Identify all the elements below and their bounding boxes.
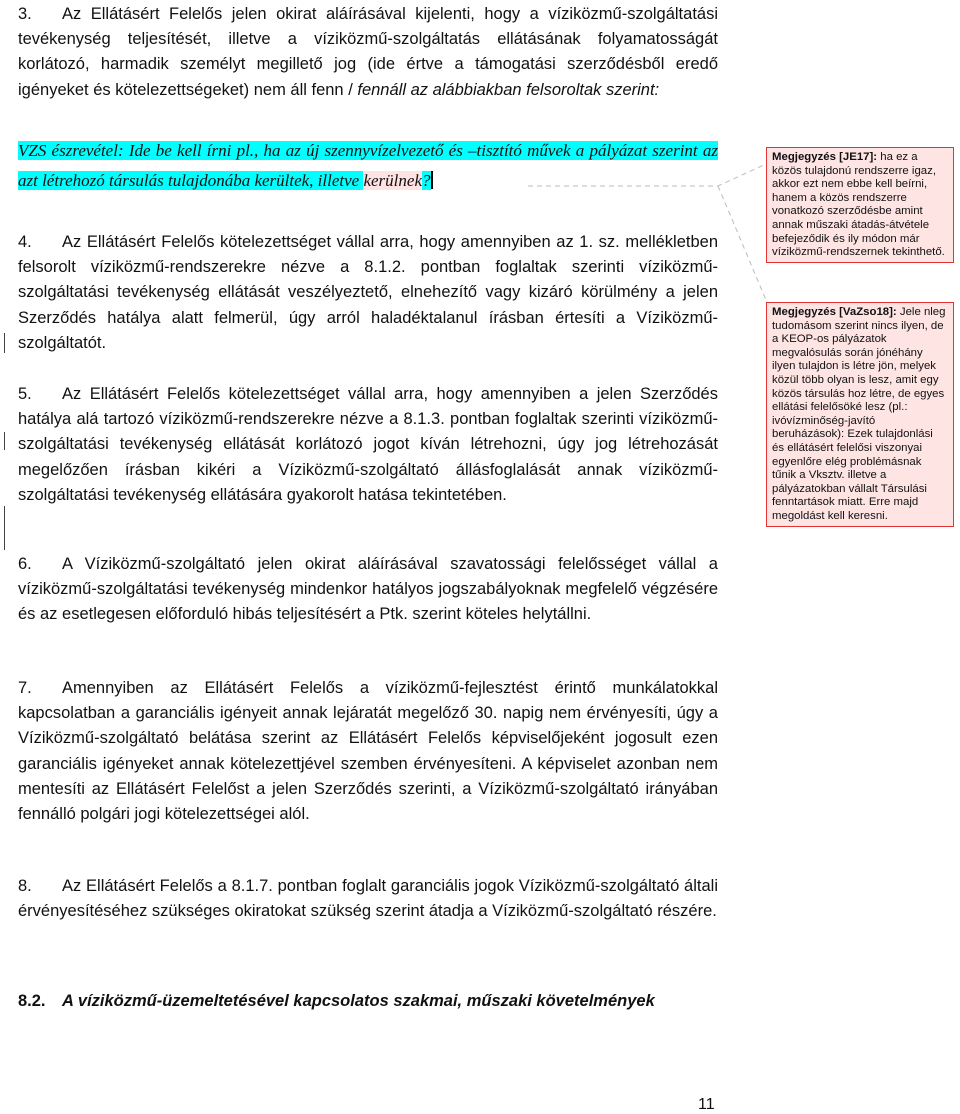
section-number: 8.2. bbox=[18, 992, 46, 1010]
vzs-note-tail: ? bbox=[422, 171, 431, 190]
paragraph-text: A Víziközmű-szolgáltató jelen okirat aláírásával szavatossági felelősséget vállal a víziközmű-szolgáltatási tevékenység mindenkor hatályos jogszabályoknak megfelelő végzésére és az esetlegesen előforduló hibás teljesítésért a Ptk. szerint köteles helytállni. bbox=[18, 555, 718, 624]
paragraph-number: 5. bbox=[18, 385, 32, 403]
paragraph-text: Az Ellátásért Felelős kötelezettséget vállal arra, hogy amennyiben az 1. sz. mellékletben felsorolt víziközmű-rendszerekre nézve a 8.1.2. pontban foglaltak szerinti víziközmű-szolgáltatási tevékenység ellátását veszélyeztető, elnehezítő vagy kizáró körülmény a jelen Szerződés hatálya alatt felmerül, úgy arról haladéktalanul írásban értesíti a Víziközmű-szolgáltatót. bbox=[18, 233, 718, 352]
paragraph-5 bbox=[18, 382, 718, 508]
comment-je17[interactable] bbox=[766, 147, 954, 263]
comment-text: Jele nleg tudomásom szerint nincs ilyen, de a KEOP-os pályázatok megvalósulás során jónéhány ilyen tulajdon is létre jön, melyek közül több olyan is lesz, amit egy közös társulás hoz létre, de egyes ellátási felelősöké lesz (pl.: ivóvízminőség-javító beruházások): Ezek tulajdonlási és ellátásért felelősi viszonyai egyenlőre elég problémásnak tűnik a Vksztv. illetve a pályázatokban vállalt Társulási fenntartások miatt. Erre majd megoldást kell keresni. bbox=[772, 306, 946, 522]
paragraph-3 bbox=[18, 2, 718, 103]
change-bar bbox=[4, 432, 5, 450]
vzs-note-highlighted-text: VZS észrevétel: Ide be kell írni pl., ha az új szennyvízelvezető és –tisztító művek a pályázat szerint az azt létrehozó társulás tulajdonába kerültek, illetve bbox=[18, 141, 718, 190]
paragraph-text-italic: fennáll az alábbiakban felsoroltak szerint: bbox=[357, 80, 660, 99]
leader-line-vazso18 bbox=[718, 186, 766, 300]
paragraph-number: 3. bbox=[18, 5, 32, 23]
comment-vazso18[interactable] bbox=[766, 302, 954, 527]
change-bar bbox=[4, 506, 5, 550]
paragraph-text: Az Ellátásért Felelős a 8.1.7. pontban foglalt garanciális jogok Víziközmű-szolgáltató általi érvényesítéséhez szükséges okiratokat szükség szerint átadja a Víziközmű-szolgáltató részére. bbox=[18, 877, 718, 921]
comment-tag: Megjegyzés [VaZso18]: bbox=[772, 306, 897, 318]
paragraph-text: Az Ellátásért Felelős jelen okirat aláírásával kijelenti, hogy a víziközmű-szolgáltatási tevékenység teljesítését, illetve a víziközmű-szolgáltatás ellátásának folyamatosságát korlátozó, harmadik személyt megillető jog (ide értve a támogatási szerződésből eredő igényeket és kötelezettségeket) nem áll fenn / bbox=[18, 5, 718, 99]
text-cursor bbox=[431, 171, 433, 189]
paragraph-number: 7. bbox=[18, 679, 32, 697]
section-title: A víziközmű-üzemeltetésével kapcsolatos szakmai, műszaki követelmények bbox=[62, 992, 655, 1010]
paragraph-text: Az Ellátásért Felelős kötelezettséget vállal arra, hogy amennyiben a jelen Szerződés hatálya alá tartozó víziközmű-rendszerekre nézve a 8.1.3. pontban foglaltak szerinti víziközmű-szolgáltatási tevékenység ellátását korlátozó jogot kíván létrehozni, úgy jog létrehozását megelőzően írásban kikéri a Víziközmű-szolgáltató állásfoglalását annak víziközmű-szolgáltatási tevékenység ellátására gyakorolt hatása tekintetében. bbox=[18, 385, 718, 504]
paragraph-number: 6. bbox=[18, 555, 32, 573]
paragraph-number: 4. bbox=[18, 233, 32, 251]
comment-text: ha ez a közös tulajdonú rendszerre igaz, akkor ezt nem ebbe kell beírni, hanem a közös rendszerre vonatkozó szerződésbe amint annak műszaki átadás-átvétele befejeződik és ily módon már víziközmű-rendszernek tekinthető. bbox=[772, 151, 945, 259]
paragraph-4 bbox=[18, 230, 718, 356]
vzs-note-comment-anchor[interactable]: kerülnek bbox=[363, 171, 422, 190]
comment-tag: Megjegyzés [JE17]: bbox=[772, 151, 878, 163]
section-heading-8-2 bbox=[18, 988, 718, 1014]
page-number: 11 bbox=[698, 1096, 715, 1113]
paragraph-text: Amennyiben az Ellátásért Felelős a víziközmű-fejlesztést érintő munkálatokkal kapcsolatban a garanciális igényeit annak lejáratát megelőző 30. napig nem érvényesíti, úgy a Víziközmű-szolgáltató belátása szerint az Ellátásért Felelős képviselőjeként jogosult ezen garanciális igényeket annak kötelezettjével szemben érvényesíteni. A képviselet azonban nem mentesíti az Ellátásért Felelőst a jelen Szerződés szerinti, a Víziközmű-szolgáltató irányában fennálló polgári jogi kötelezettségei alól. bbox=[18, 679, 718, 824]
change-bar bbox=[4, 333, 5, 353]
paragraph-7 bbox=[18, 676, 718, 827]
paragraph-number: 8. bbox=[18, 877, 32, 895]
paragraph-6 bbox=[18, 552, 718, 628]
vzs-note bbox=[18, 136, 718, 196]
paragraph-8 bbox=[18, 874, 718, 924]
